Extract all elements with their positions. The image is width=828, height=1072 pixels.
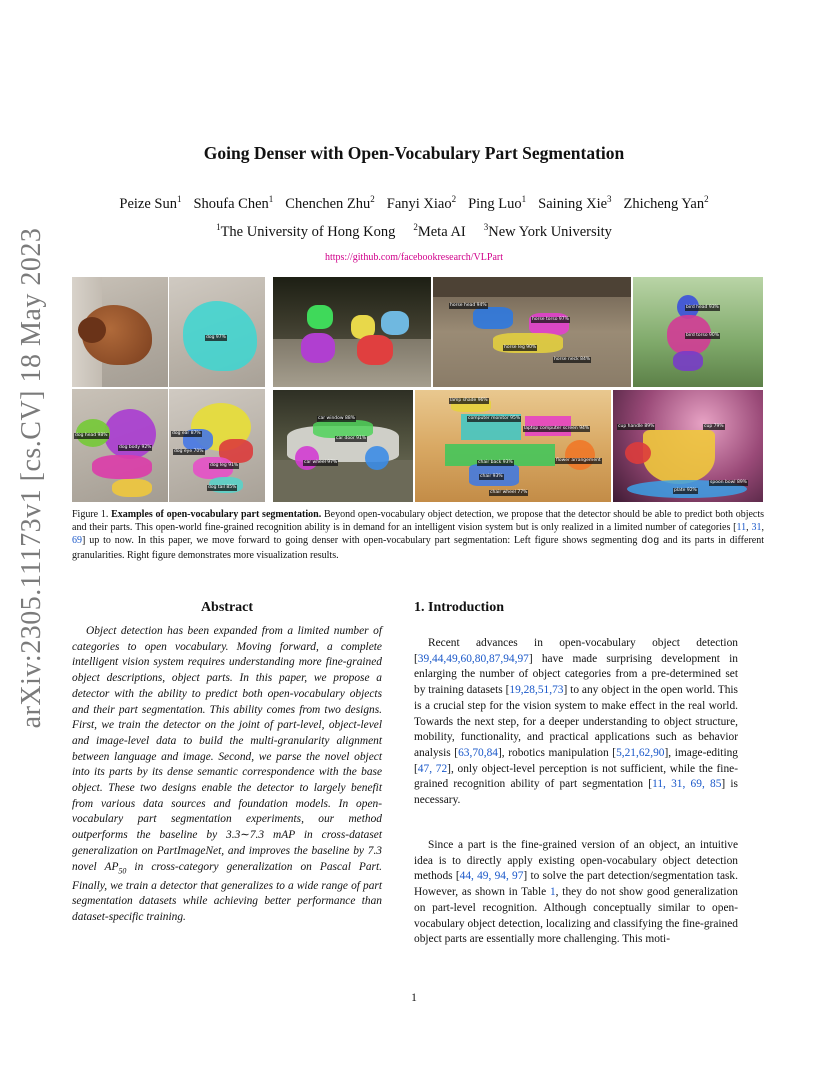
caption-text-3: and its parts in different granularities. Right figure demonstrates more visualization results.: [72, 535, 764, 561]
seg-label-plate: plate 92%: [674, 488, 697, 493]
author-affiliation-mark: 2: [451, 194, 457, 204]
author-affiliation-mark: 1: [176, 194, 182, 204]
seg-label-computer-monitor: computer monitor 95%: [468, 416, 521, 421]
author-name: Ping Luo$^1$: [468, 194, 527, 212]
seg-label-dog-tail: dog tail 85%: [208, 485, 237, 490]
caption-label: Figure 1.: [72, 509, 109, 520]
arxiv-watermark: arXiv:2305.11173v1 [cs.CV] 18 May 2023: [16, 227, 47, 729]
intro-heading: 1. Introduction: [414, 600, 504, 615]
citation-ref[interactable]: 47, 72: [417, 762, 448, 775]
seg-label-dog-ear: dog ear 87%: [172, 431, 201, 436]
seg-label-laptop-screen: laptop computer screen 94%: [524, 426, 590, 431]
paragraph-text: Recent advances in open-vocabulary object detection [: [414, 637, 738, 665]
author-affiliation-mark: 2: [370, 194, 375, 204]
paragraph-text: ], only object-level perception is not sufficient, while the fine-grained recognition ability of part segmentation [: [414, 762, 738, 791]
author-name: Zhicheng Yan$^2$: [623, 194, 709, 212]
seg-label-horse-neck: horse neck 84%: [554, 357, 591, 362]
seg-label-lamp-shade: lamp shade 96%: [450, 398, 488, 403]
seg-label-dog-head: dog head 98%: [75, 433, 108, 438]
seg-label-horse-head: horse head 94%: [450, 303, 487, 308]
author-name: Shoufa Chen$^1$: [193, 194, 274, 212]
seg-label-chair-back: chair back 93%: [478, 460, 513, 465]
seg-label-dog-eye: dog eye 70%: [174, 449, 204, 454]
caption-ref[interactable]: 31: [751, 522, 762, 534]
caption-text-1: Beyond open-vocabulary object detection, we propose that the detector should be able to predict both objects and their parts. This open-world fine-grained recognition ability is in demand for an intelligent vision system but is only realized in a limited number of categories [: [72, 509, 765, 534]
paragraph-text: ] have made surprising development in enlarging the number of object categories from a pre-determined set by training datasets [: [414, 652, 738, 697]
figure-1: [72, 277, 763, 502]
author-name: Fanyi Xiao$^2$: [386, 194, 457, 212]
abstract-text: Object detection has been expanded from a limited number of categories to open vocabulary. Moving forward, a complete intelligent vision system requires understanding more fine-grained object descriptions, object parts. In this paper, we propose a detector with the ability to predict both open-vocabulary objects and their part segmentation. This ability comes from two designs. First, we train the detector on the joint of part-level, object-level and image-level data to build the multi-granularity alignment between language and image. Second, we parse the novel object into its parts by its dense semantic correspondence with the base object. These two designs enable the detector to largely benefit from various data sources and foundation models. In open-vocabulary part segmentation experiments, our method outperforms the baseline by 3.3∼7.3 mAP in cross-dataset generalization on PartImageNet, and improves the baseline by 7.3 novel AP: [72, 625, 382, 873]
page-number: 1: [411, 992, 417, 1004]
photo-cup: [613, 390, 763, 502]
seg-label-chair-seat: chair 93%: [480, 474, 503, 479]
affiliation: $^1$The University of Hong Kong: [216, 222, 396, 240]
paragraph-text: Since a part is the fine-grained version of an object, an intuitive idea is to directly apply existing open-vocabulary object detection methods [: [414, 839, 738, 883]
paragraph-text: ], robotics manipulation [: [497, 746, 617, 759]
seg-label-bird-head: bird head 93%: [686, 305, 719, 310]
author-affiliation-mark: 1: [268, 194, 274, 204]
paragraph-text: , they do not show good generalization on part-level recognition. Although conceptually similar to open-vocabulary object detection, localizing and classifying the fine-grained object parts are essentially more challenging. This moti-: [414, 886, 738, 946]
dog-photo-part-mask: [72, 389, 168, 502]
paper-title: Going Denser with Open-Vocabulary Part Segmentation: [203, 143, 625, 163]
seg-label-flower-arrangement: flower arrangement: [556, 458, 601, 463]
abstract-heading: Abstract: [200, 600, 254, 615]
author-affiliation-mark: 3: [607, 194, 612, 204]
seg-label-horse-torso: horse torso 97%: [532, 317, 569, 322]
caption-ref[interactable]: 69: [72, 535, 82, 547]
citation-ref[interactable]: 39,44,49,60,80,87,94,97: [417, 652, 529, 665]
seg-label-spoon-bowl: spoon bowl 89%: [710, 480, 747, 485]
abstract-body: [72, 624, 382, 926]
seg-label-chair-wheel: chair wheel 77%: [490, 490, 528, 495]
photo-car: [273, 390, 413, 502]
author-name: Peize Sun$^1$: [119, 194, 182, 212]
dog-photo-fine-part-mask: [169, 389, 265, 502]
citation-ref[interactable]: 5,21,62,90: [616, 746, 665, 759]
paragraph-text: ], image-editing [: [414, 746, 738, 775]
photo-cat-figurines: [273, 277, 431, 387]
figure-caption: Figure 1. Examples of open-vocabulary part segmentation. Beyond open-vocabulary object detection, we propose that the detector should be able to predict both objects and their parts. This open-world fine-grained recognition ability is in demand for an intelligent vision system but is only realized in a limited number of categories [11, 31, 69] up to now. In this paper, we move forward to going denser with open-vocabulary part segmentation: Left figure shows segmenting dog and its parts in different granularities. Right figure demonstrates more visualization results.: [72, 509, 765, 561]
author-name: Chenchen Zhu$^2$: [285, 194, 375, 212]
paragraph-text: ] to solve the part detection/segmentation task. However, as shown in Table: [414, 870, 738, 899]
author-list: [0, 194, 828, 213]
caption-text-2: ] up to now. In this paper, we move forward to going denser with open-vocabulary part segmentation: Left figure shows segmenting: [82, 535, 638, 547]
paragraph-text: ] is necessary.: [414, 778, 738, 807]
caption-ref[interactable]: 11: [736, 522, 747, 534]
citation-ref[interactable]: 63,70,84: [458, 746, 498, 759]
dog-photo-object-mask: [169, 277, 265, 387]
seg-label-dog: dog 97%: [206, 335, 226, 340]
seg-label-car-wheel: car wheel 97%: [304, 460, 338, 465]
author-affiliation-mark: 1: [521, 194, 527, 204]
photo-office-desk: [415, 390, 611, 502]
author-affiliation-mark: 2: [704, 194, 709, 204]
caption-bold: Examples of open-vocabulary part segmentation.: [111, 509, 322, 520]
seg-label-car-window: car window 88%: [318, 416, 356, 421]
repo-link[interactable]: https://github.com/facebookresearch/VLPart: [324, 252, 503, 263]
photo-horses-barn: [433, 277, 631, 387]
citation-ref[interactable]: 19,28,51,73: [509, 684, 564, 697]
citation-ref[interactable]: 1: [549, 886, 556, 899]
photo-bird-tree: [633, 277, 763, 387]
citation-ref[interactable]: 11, 31, 69, 85: [652, 778, 722, 791]
intro-paragraph-1: [414, 636, 738, 809]
seg-label-dog-body: dog body 92%: [119, 445, 152, 450]
caption-code: dog: [641, 536, 660, 548]
abstract-subscript: 50: [118, 865, 127, 875]
paragraph-text: ] to any object in the open world. This is a crucial step for the vision system to make effect in the real world. Towards the next step, for a deeper understanding to object structure, mobility, functionality, and practical applications such as behavior analysis [: [414, 684, 738, 759]
author-name: Saining Xie$^3$: [538, 194, 612, 212]
dog-photo-original: [72, 277, 168, 387]
intro-paragraph-2: [414, 838, 738, 948]
seg-label-bird-torso: bird torso 90%: [686, 333, 720, 338]
affiliation: $^3$New York University: [483, 222, 612, 240]
seg-label-cup: cup 79%: [704, 424, 724, 429]
seg-label-dog-leg: dog leg 91%: [210, 463, 239, 468]
seg-label-cup-handle: cup handle 89%: [618, 424, 655, 429]
seg-label-car-door: car door 91%: [336, 436, 367, 441]
seg-label-horse-leg: horse leg 90%: [504, 345, 537, 350]
affiliation: $^2$Meta AI: [413, 222, 466, 240]
affiliation-list: [0, 222, 828, 241]
citation-ref[interactable]: 44, 49, 94, 97: [459, 870, 524, 883]
abstract-text-end: in cross-category generalization on Pascal Part. Finally, we train a detector that generalizes to a wide range of part segmentation datasets while achieving better performance than dataset-specific training.: [72, 860, 382, 923]
